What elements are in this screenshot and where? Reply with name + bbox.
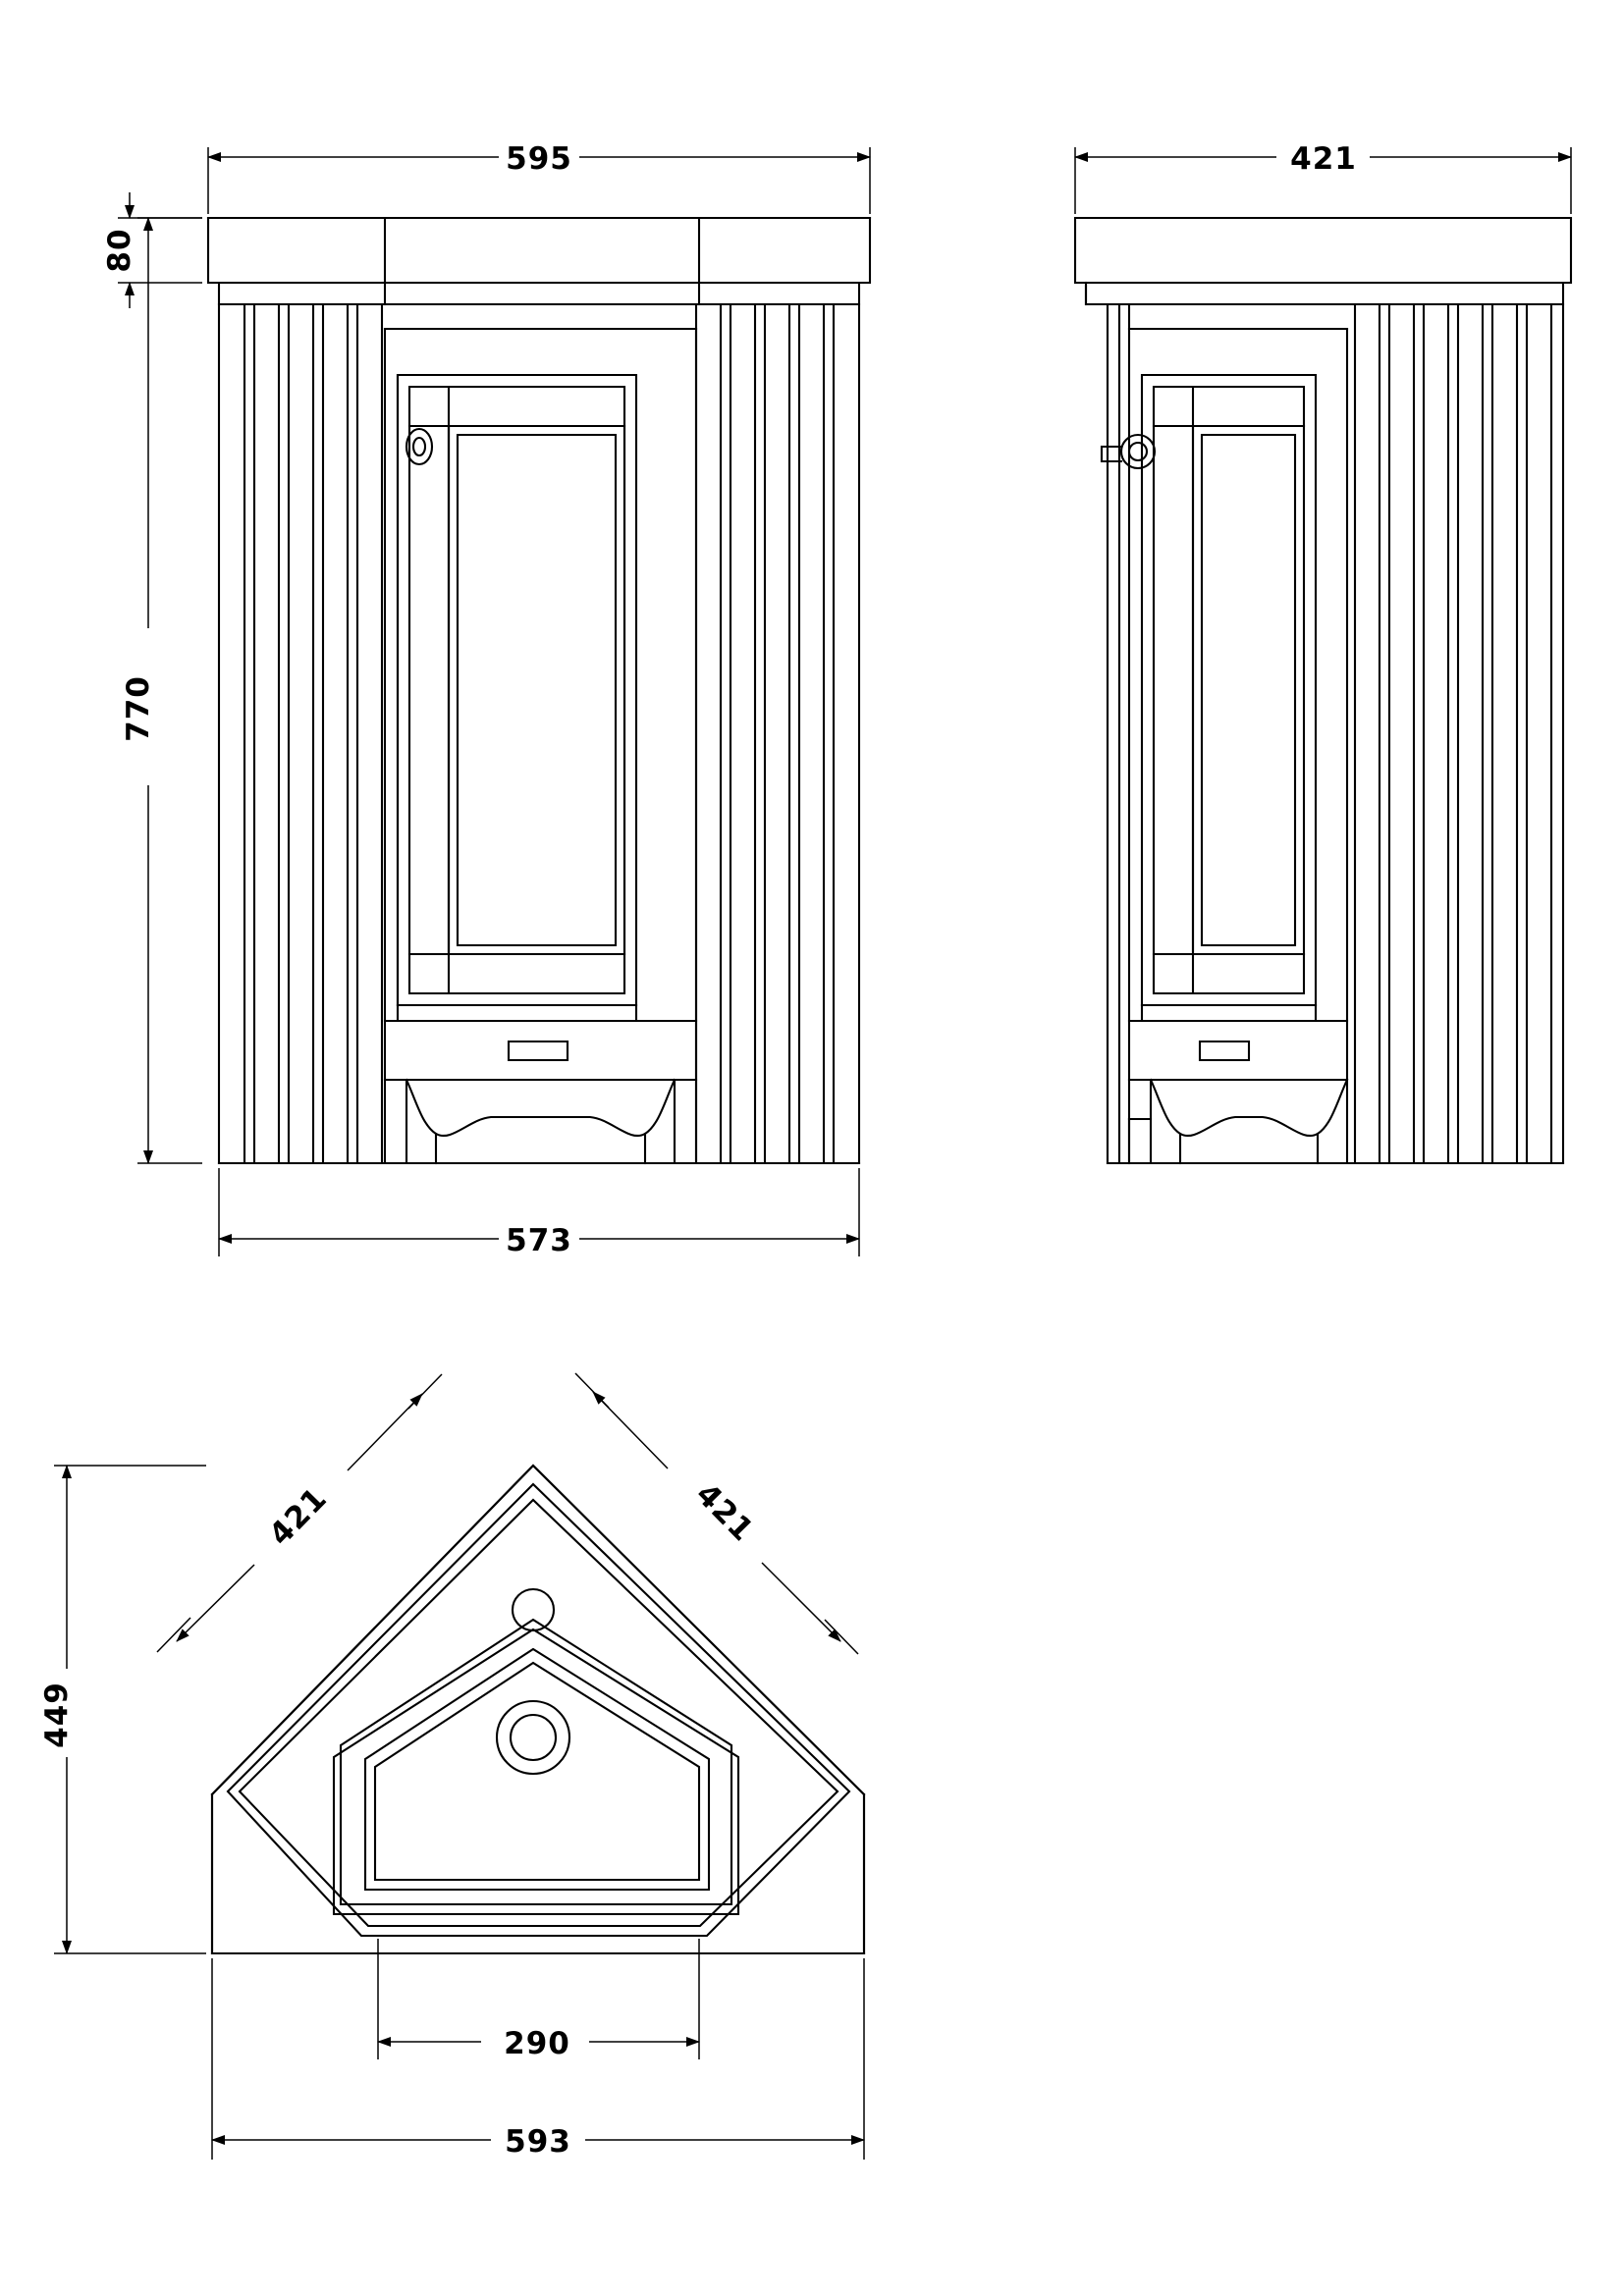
dim-front-width <box>208 141 870 214</box>
side-elevation-view <box>1075 218 1571 1163</box>
dim-label-side-depth: 421 <box>1290 141 1357 177</box>
dim-label-top-thickness: 80 <box>102 228 137 273</box>
dim-top-thickness <box>102 192 202 308</box>
dim-label-front-width: 595 <box>506 141 572 177</box>
dim-label-plan-basin-front: 290 <box>504 2026 570 2061</box>
front-elevation-view <box>208 218 870 1163</box>
dim-label-front-height: 770 <box>121 675 156 742</box>
dim-label-plan-diag-left: 421 <box>262 1480 335 1553</box>
dim-plan-depth <box>39 1466 206 1953</box>
dim-front-base-width <box>219 1168 859 1258</box>
dim-plan-basin-front <box>378 1939 699 2061</box>
dim-label-plan-depth: 449 <box>39 1682 75 1748</box>
dim-label-plan-diag-right: 421 <box>688 1476 761 1549</box>
dim-label-front-base-width: 573 <box>506 1223 572 1258</box>
dim-label-plan-overall-width: 593 <box>505 2124 571 2160</box>
plan-view <box>212 1466 864 1953</box>
dim-plan-diag-right <box>575 1373 858 1654</box>
dim-front-height <box>121 218 202 1163</box>
dim-plan-diag-left <box>157 1374 442 1652</box>
dim-side-depth <box>1075 141 1571 214</box>
